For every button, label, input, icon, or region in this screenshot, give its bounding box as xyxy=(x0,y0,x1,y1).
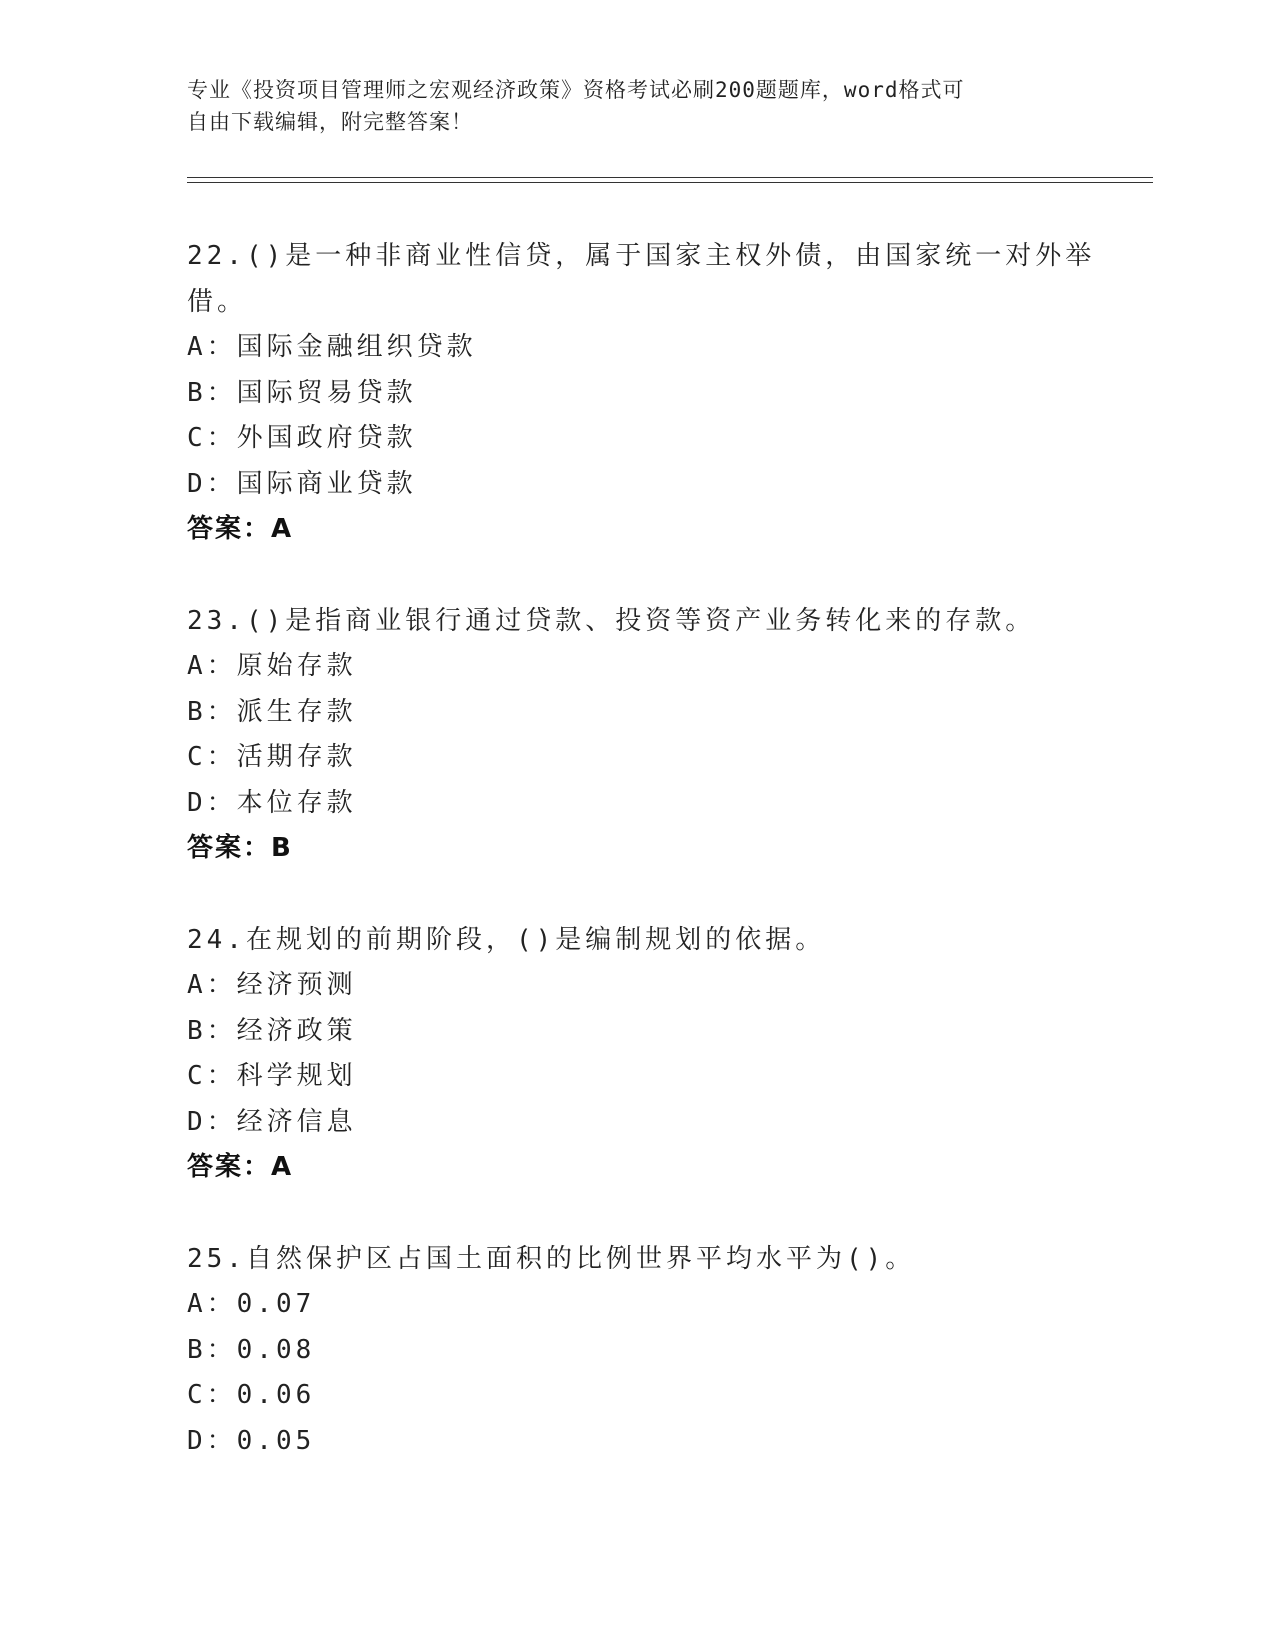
answer-label: 答案：B xyxy=(187,833,293,863)
option-c: C：活期存款 xyxy=(187,742,357,772)
option-d: D：本位存款 xyxy=(187,787,357,818)
option-c: C：外国政府贷款 xyxy=(187,423,417,453)
option-b: B：0.08 xyxy=(187,1334,316,1365)
question-stem: 23.()是指商业银行通过贷款、投资等资产业务转化来的存款。 xyxy=(187,606,1036,636)
header-title-line-2: 自由下载编辑，附完整答案！ xyxy=(187,110,473,134)
option-d: D：经济信息 xyxy=(187,1106,357,1137)
option-b: B：经济政策 xyxy=(187,1015,357,1046)
question-25 xyxy=(187,1236,1107,1464)
option-a: A：0.07 xyxy=(187,1289,316,1319)
question-stem: 22.()是一种非商业性信贷，属于国家主权外债，由国家统一对外举借。 xyxy=(187,241,1096,317)
document-header xyxy=(187,74,1087,138)
option-a: A：原始存款 xyxy=(187,651,357,681)
question-stem: 24.在规划的前期阶段，()是编制规划的依据。 xyxy=(187,925,826,955)
option-c: C：0.06 xyxy=(187,1380,316,1410)
option-c: C：科学规划 xyxy=(187,1061,357,1091)
question-24 xyxy=(187,917,1107,1190)
option-a: A：国际金融组织贷款 xyxy=(187,332,477,362)
question-22 xyxy=(187,233,1107,552)
header-divider xyxy=(187,177,1153,183)
option-b: B：国际贸易贷款 xyxy=(187,377,417,408)
option-b: B：派生存款 xyxy=(187,696,357,727)
answer-label: 答案：A xyxy=(187,1152,294,1182)
question-23 xyxy=(187,598,1107,871)
answer-label: 答案：A xyxy=(187,514,294,544)
option-d: D：0.05 xyxy=(187,1425,316,1456)
question-stem: 25.自然保护区占国土面积的比例世界平均水平为()。 xyxy=(187,1244,916,1274)
option-a: A：经济预测 xyxy=(187,970,357,1000)
header-title-line-1: 专业《投资项目管理师之宏观经济政策》资格考试必刷200题题库，word格式可 xyxy=(187,78,965,102)
option-d: D：国际商业贷款 xyxy=(187,468,417,499)
